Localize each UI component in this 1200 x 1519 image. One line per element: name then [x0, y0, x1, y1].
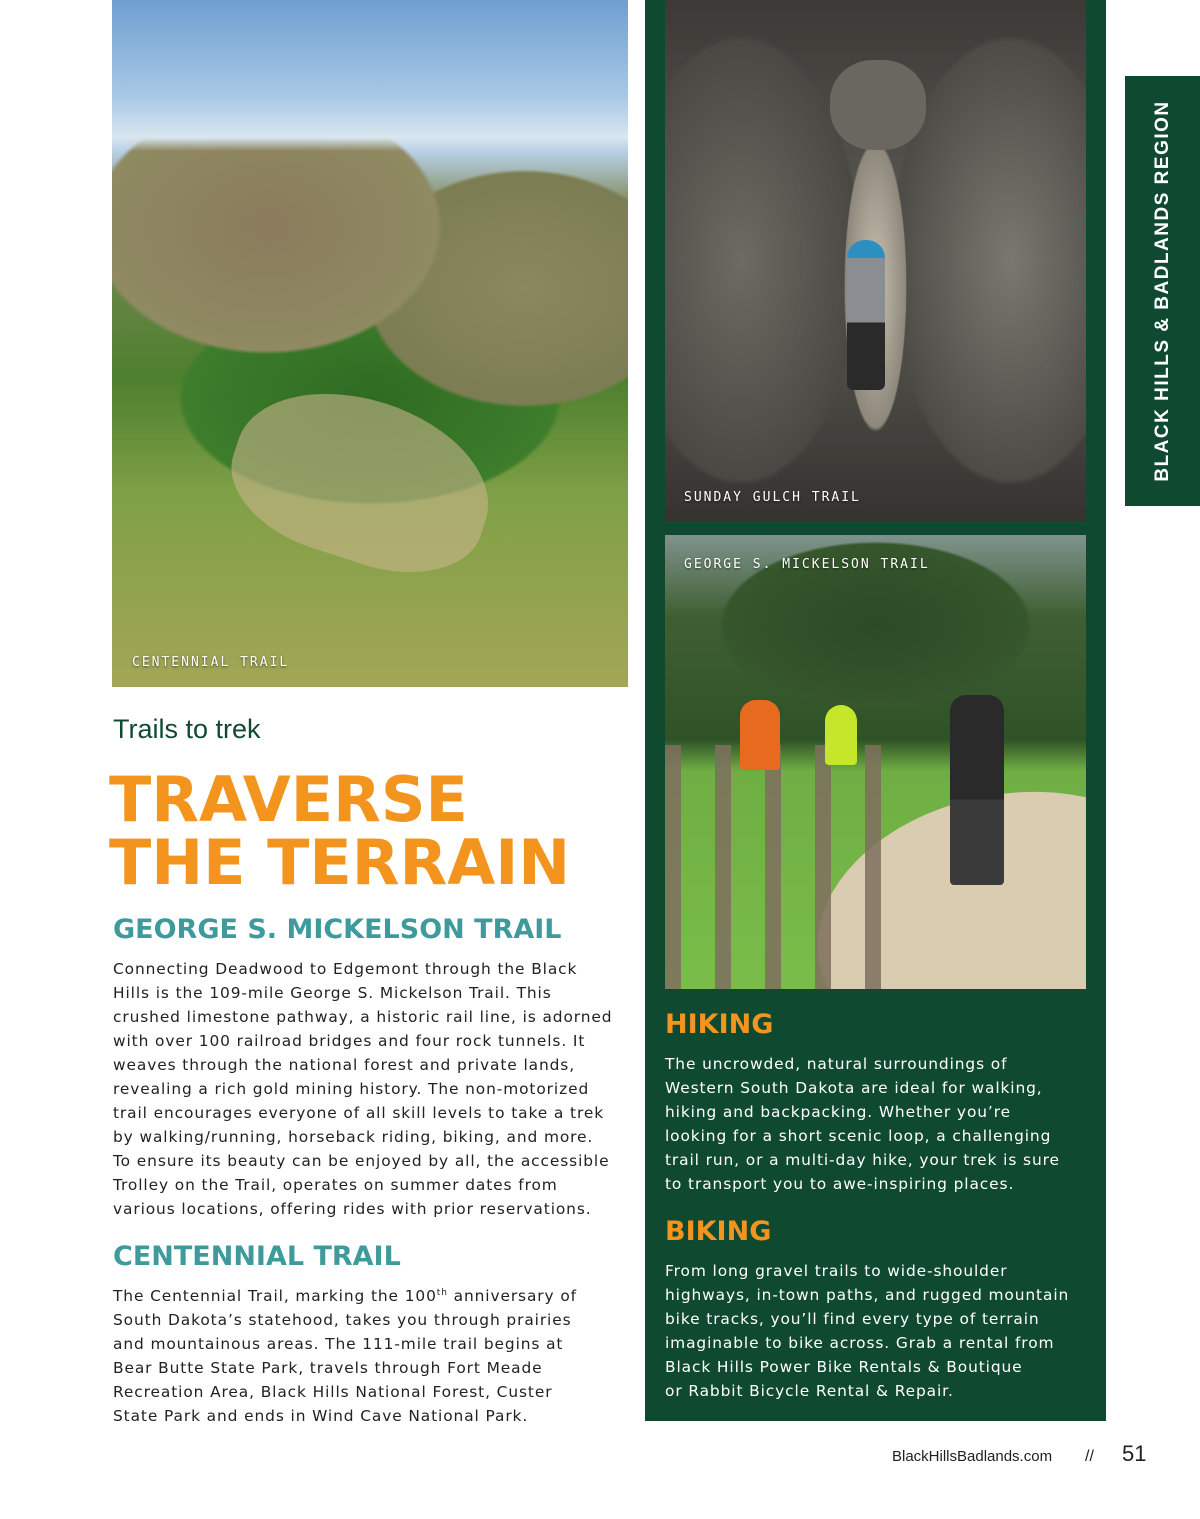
- centennial-body: [113, 1284, 577, 1428]
- trail-path: [214, 364, 511, 597]
- body-line: Hills is the 109-mile George S. Mickelson Trail. This: [113, 984, 552, 1002]
- centennial-trail-photo: [112, 0, 628, 687]
- intro-kicker: Trails to trek: [113, 714, 261, 744]
- body-line: by walking/running, horseback riding, biking, and more.: [113, 1128, 594, 1146]
- region-side-tab: [1125, 76, 1200, 506]
- body-line: From long gravel trails to wide-shoulder: [665, 1262, 1008, 1280]
- footer-website-link[interactable]: BlackHillsBadlands.com: [892, 1448, 1053, 1465]
- body-line: hiking and backpacking. Whether you’re: [665, 1103, 1011, 1121]
- mickelson-section-title: GEORGE S. MICKELSON TRAIL: [113, 914, 562, 945]
- ordinal-superscript: th: [436, 1287, 448, 1298]
- page-number: 51: [1122, 1441, 1147, 1466]
- body-line: Bear Butte State Park, travels through Fort Meade: [113, 1359, 543, 1377]
- hiking-section-title: HIKING: [665, 1009, 774, 1040]
- wooden-fence: [665, 745, 885, 989]
- body-line: Recreation Area, Black Hills National Forest, Custer: [113, 1383, 553, 1401]
- body-line: highways, in-town paths, and rugged mountain: [665, 1286, 1070, 1304]
- body-line: South Dakota’s statehood, takes you through prairies: [113, 1311, 572, 1329]
- headline-line: THE TERRAIN: [109, 826, 571, 899]
- body-line: Black Hills Power Bike Rentals & Boutique: [665, 1358, 1023, 1376]
- body-line: revealing a rich gold mining history. The non-motorized: [113, 1080, 590, 1098]
- body-line: State Park and ends in Wind Cave National Park.: [113, 1407, 529, 1425]
- body-line: weaves through the national forest and private lands,: [113, 1056, 575, 1074]
- mickelson-body: [113, 957, 612, 1221]
- page-headline: [109, 763, 571, 899]
- body-line: Trolley on the Trail, operates on summer dates from: [113, 1176, 558, 1194]
- biking-section-title: BIKING: [665, 1216, 772, 1247]
- body-line: The uncrowded, natural surroundings of: [665, 1055, 1008, 1073]
- body-line: bike tracks, you’ll find every type of terrain: [665, 1310, 1040, 1328]
- cyclist-figure: [825, 705, 857, 765]
- region-label: BLACK HILLS & BADLANDS REGION: [1151, 100, 1173, 482]
- body-line: with over 100 railroad bridges and four rock tunnels. It: [113, 1032, 586, 1050]
- footer-separator: //: [1085, 1448, 1094, 1465]
- body-line: or Rabbit Bicycle Rental & Repair.: [665, 1382, 954, 1400]
- hiker-figure: [847, 240, 885, 390]
- body-line: trail encourages everyone of all skill levels to take a trek: [113, 1104, 605, 1122]
- body-text-fragment: anniversary of: [447, 1287, 577, 1305]
- photo-caption: SUNDAY GULCH TRAIL: [684, 490, 861, 505]
- centennial-section-title: CENTENNIAL TRAIL: [113, 1241, 401, 1272]
- body-line: various locations, offering rides with prior reservations.: [113, 1200, 592, 1218]
- body-line: crushed limestone pathway, a historic rail line, is adorned: [113, 1008, 613, 1026]
- sunday-gulch-trail-photo: [665, 0, 1086, 521]
- body-line: to transport you to awe-inspiring places.: [665, 1175, 1015, 1193]
- body-line: Western South Dakota are ideal for walking,: [665, 1079, 1043, 1097]
- biking-body: [665, 1259, 1069, 1403]
- body-line: Connecting Deadwood to Edgemont through the Black: [113, 960, 578, 978]
- wedged-boulder: [830, 60, 926, 150]
- hiking-body: [665, 1052, 1060, 1196]
- body-line: [113, 1287, 577, 1305]
- cyclist-figure: [950, 695, 1004, 885]
- photo-caption: CENTENNIAL TRAIL: [132, 655, 290, 670]
- body-text-fragment: The Centennial Trail, marking the 100: [113, 1287, 437, 1305]
- body-line: trail run, or a multi-day hike, your trek is sure: [665, 1151, 1060, 1169]
- cyclist-figure: [740, 700, 780, 770]
- body-line: imaginable to bike across. Grab a rental from: [665, 1334, 1055, 1352]
- body-line: looking for a short scenic loop, a challenging: [665, 1127, 1052, 1145]
- body-line: To ensure its beauty can be enjoyed by all, the accessible: [113, 1152, 610, 1170]
- photo-caption: GEORGE S. MICKELSON TRAIL: [684, 557, 930, 572]
- mickelson-trail-photo: [665, 535, 1086, 989]
- body-line: and mountainous areas. The 111-mile trail begins at: [113, 1335, 564, 1353]
- headline-line: TRAVERSE: [109, 763, 468, 836]
